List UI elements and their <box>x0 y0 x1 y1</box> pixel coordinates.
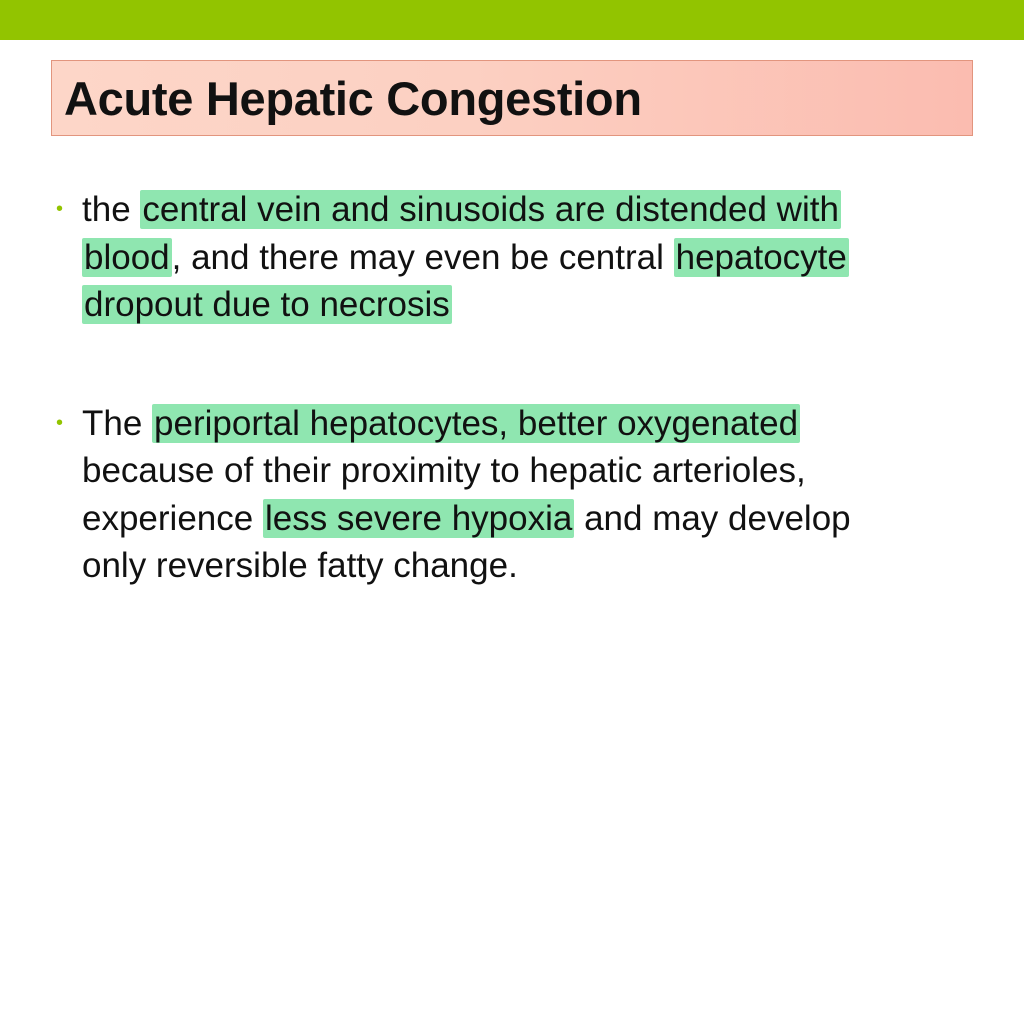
highlighted-text: hepatocyte <box>675 237 847 277</box>
title-banner <box>51 60 973 136</box>
text-line <box>82 234 956 282</box>
bullet-item-central-vein <box>56 186 956 329</box>
highlighted-text: dropout due to necrosis <box>84 285 450 324</box>
plain-text: because of their proximity to hepatic arterioles, <box>82 451 806 490</box>
text-line <box>82 281 956 329</box>
highlighted-text: blood <box>84 237 170 277</box>
top-accent-bar <box>0 0 1024 40</box>
slide-title: Acute Hepatic Congestion <box>64 72 642 125</box>
plain-text: the <box>82 190 141 229</box>
highlighted-text: central vein and sinusoids are distended with <box>142 190 839 229</box>
text-line <box>82 186 956 234</box>
plain-text: and may develop <box>574 498 851 538</box>
plain-text: The <box>82 403 153 443</box>
plain-text: , and there may even be central <box>171 237 674 277</box>
plain-text: only reversible fatty change. <box>82 546 518 585</box>
text-line <box>82 447 956 495</box>
text-line <box>82 495 956 543</box>
bullet-point-icon: • <box>56 198 64 220</box>
text-line <box>82 542 956 590</box>
plain-text: experience <box>82 498 263 538</box>
highlighted-text: less severe hypoxia <box>264 498 573 538</box>
text-line <box>82 400 956 448</box>
bullet-list <box>56 186 956 590</box>
highlighted-text: periportal hepatocytes, better oxygenated <box>154 403 799 443</box>
bullet-item-periportal <box>56 400 956 590</box>
bullet-point-icon: • <box>56 411 64 434</box>
